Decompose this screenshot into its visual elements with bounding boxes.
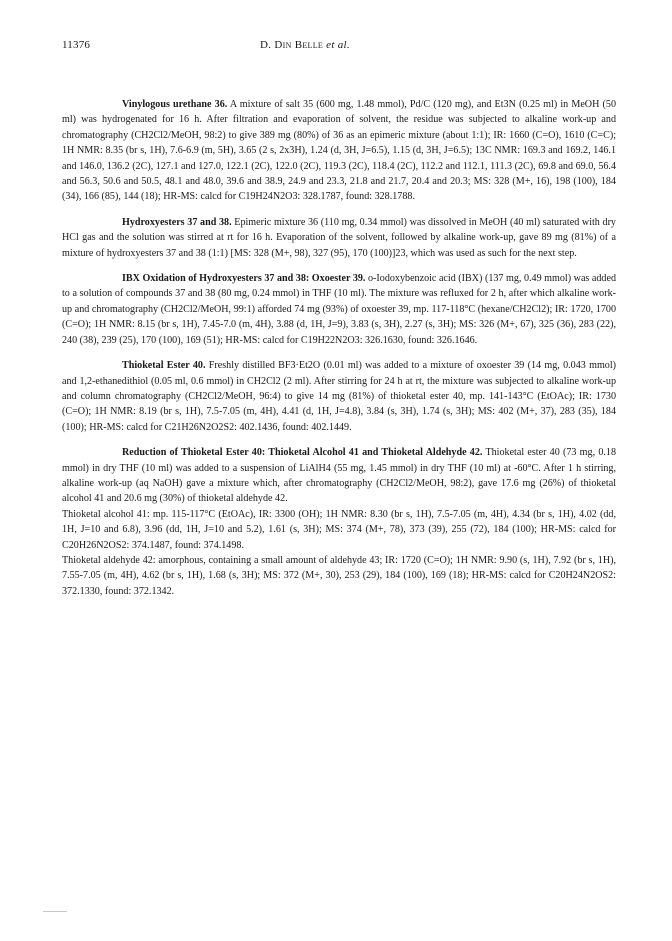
experimental-section	[62, 97, 616, 599]
paragraph-body: Thioketal alcohol 41: mp. 115-117°C (EtOAc), IR: 3300 (OH); 1H NMR: 8.30 (br s, 1H), 7.5-7.05 (m, 4H), 4.34 (br s, 1H), 4.02 (dd, 1H, J=10 and 6.8), 3.96 (dd, 1H, J=10 and 5.2), 1.61 (s, 3H); MS: 374 (M+, 78), 373 (39), 255 (72), 184 (100); HR-MS: calcd for C20H26N2OS2: 374.1487, found: 374.1498.	[62, 508, 616, 551]
running-head-suffix: et al.	[323, 39, 350, 51]
running-head	[260, 39, 470, 51]
paragraph-heading: Thioketal Ester 40.	[122, 360, 206, 372]
paragraph-ibx-oxidation	[62, 271, 616, 348]
paragraph-body: Epimeric mixture 36 (110 mg, 0.34 mmol) was dissolved in MeOH (40 ml) saturated with dry HCl gas and the solution was stirred at rt for 16 h. Evaporation of the solvent, followed by alkaline work-up, gave 89 mg (81%) of a mixture of hydroxyesters 37 and 38 (1:1) [MS: 328 (M+, 98), 327 (95), 170 (100)]23, which was used as such for the next step.	[62, 216, 616, 259]
paragraph-vinylogous-urethane	[62, 97, 616, 205]
page-number: 11376	[62, 39, 91, 51]
paragraph-heading: Vinylogous urethane 36.	[122, 99, 228, 110]
paragraph-thioketal-ester	[62, 358, 616, 435]
paragraph-body: Freshly distilled BF3·Et2O (0.01 ml) was added to a mixture of oxoester 39 (14 mg, 0.043 mmol) and 1,2-ethanedithiol (0.05 ml, 0.6 mmol) in CH2Cl2 (2 ml). After stirring for 24 h at rt, the mixture was subjected to alkaline work-up and column chromatography (CH2Cl2/MeOH, 96:4) to give 14 mg (81%) of thioketal ester 40, mp. 141-143°C (EtOAc); IR: 1730 (C=O); 1H NMR: 8.19 (br s, 1H), 7.5-7.05 (m, 4H), 4.41 (d, 1H, J=4.8), 3.84 (s, 3H), 1.74 (s, 3H); MS: 402 (M+, 37), 283 (35), 184 (100); HR-MS: calcd for C21H26N2O2S2: 402.1436, found: 402.1449.	[62, 360, 617, 433]
paragraph-hydroxyesters	[62, 215, 616, 261]
paragraph-body: A mixture of salt 35 (600 mg, 1.48 mmol), Pd/C (120 mg), and Et3N (0.25 ml) in MeOH (50 ml) was hydrogenated for 16 h. After filtration and evaporation of solvent, the residue was subjected to alkaline work-up and chromatography (CH2Cl2/MeOH, 98:2) to give 389 mg (80%) of 36 as an epimeric mixture (about 1:1); IR: 1660 (C=O), 1610 (C=C); 1H NMR: 8.35 (br s, 1H), 7.6-6.9 (m, 5H), 3.65 (2 s, 2x3H), 1.24 (d, 3H, J=6.5), 1.15 (d, 3H, J=6.5); 13C NMR: 169.3 and 169.2, 146.1 and 146.0, 136.2 (2C), 127.1 and 127.0, 122.1 (2C), 122.0 (2C), 119.3 (2C), 118.4 (2C), 112.2 and 112.1, 111.3 (2C), 69.8 and 69.0, 56.4 and 56.3, 50.6 and 50.5, 48.1 and 48.0, 39.6 and 38.9, 24.9 and 23.3, 21.8 and 21.7, 20.4 and 20.3; MS: 328 (M+, 16), 198 (100), 184 (34), 166 (85), 144 (18); HR-MS: calcd for C19H24N2O3: 328.1787, found: 328.1788.	[62, 99, 616, 203]
paragraph-thioketal-aldehyde	[62, 553, 616, 599]
paragraph-heading: Reduction of Thioketal Ester 40: Thioketal Alcohol 41 and Thioketal Aldehyde 42.	[122, 447, 483, 459]
running-head-author: Din Belle	[274, 39, 324, 51]
paragraph-heading: Hydroxyesters 37 and 38.	[122, 216, 232, 228]
paragraph-body: o-Iodoxybenzoic acid (IBX) (137 mg, 0.49 mmol) was added to a solution of compounds 37 and 38 (80 mg, 0.24 mmol) in THF (10 ml). The mixture was refluxed for 2 h, after which alkaline work-up and chromatography (CH2Cl2/MeOH, 99:1) afforded 74 mg (93%) of oxoester 39, mp. 117-118°C (hexane/CH2Cl2); IR: 1720, 1700 (C=O); 1H NMR: 8.15 (br s, 1H), 7.45-7.0 (m, 4H), 3.88 (d, 1H, J=9), 3.83 (s, 3H), 2.27 (s, 3H); MS: 326 (M+, 67), 325 (36), 283 (22), 240 (38), 239 (25), 170 (100), 169 (51); HR-MS: calcd for C19H22N2O3: 326.1630, found: 326.1646.	[62, 273, 616, 346]
running-head-prefix: D.	[260, 39, 275, 51]
paragraph-thioketal-alcohol	[62, 507, 616, 553]
paragraph-body: Thioketal ester 40 (73 mg, 0.18 mmol) in dry THF (10 ml) was added to a suspension of LiAlH4 (55 mg, 1.45 mmol) in dry THF (10 ml) at -60°C. After 1 h stirring, alkaline work-up (aq NaOH) gave a mixture which, after chromatography (CH2Cl2/MeOH, 98:2), gave 17.6 mg (26%) of thioketal alcohol 41 and 20.6 mg (30%) of thioketal aldehyde 42.	[62, 447, 616, 505]
footnote-rule	[43, 911, 67, 912]
paragraph-heading: IBX Oxidation of Hydroxyesters 37 and 38: Oxoester 39.	[122, 273, 366, 285]
paragraph-reduction	[62, 445, 616, 507]
paragraph-body: Thioketal aldehyde 42: amorphous, containing a small amount of aldehyde 43; IR: 1720 (C=O); 1H NMR: 9.90 (s, 1H), 7.92 (br s, 1H), 7.55-7.05 (m, 4H), 4.62 (br s, 1H), 1.68 (s, 3H); MS: 372 (M+, 30), 253 (29), 184 (100), 169 (18); HR-MS: calcd for C20H24N2OS2: 372.1330, found: 372.1342.	[62, 554, 616, 597]
